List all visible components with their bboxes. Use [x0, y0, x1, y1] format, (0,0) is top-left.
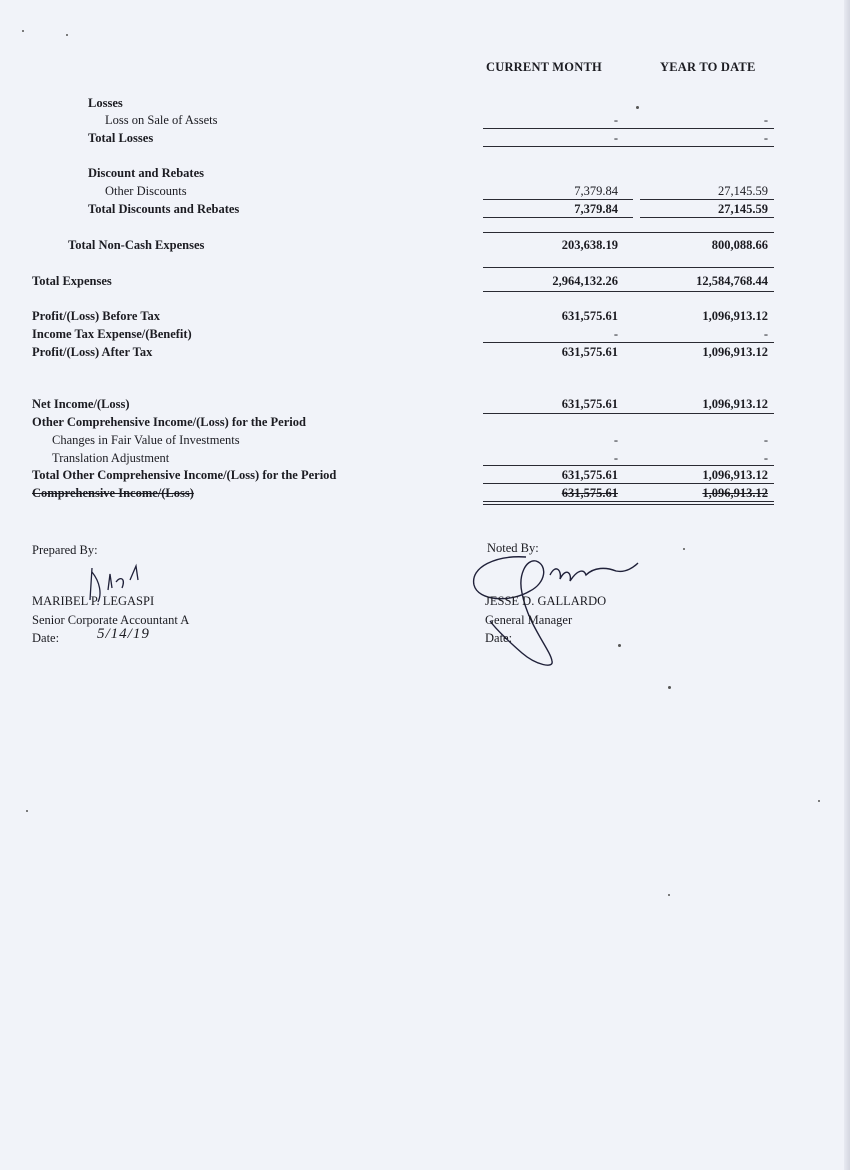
rule [483, 342, 774, 343]
rule [483, 146, 774, 147]
profit-before-tax-label: Profit/(Loss) Before Tax [32, 309, 161, 323]
prepared-date-value: 5/14/19 [97, 626, 150, 642]
rule [483, 217, 633, 218]
fair-value-cm: - [613, 433, 618, 447]
scan-speck [818, 800, 820, 802]
profit-after-tax-label: Profit/(Loss) After Tax [32, 345, 153, 359]
net-income-ytd: 1,096,913.12 [702, 397, 768, 411]
prepared-date-label: Date: [32, 631, 60, 645]
scan-speck [683, 548, 685, 550]
rule [483, 504, 774, 505]
translation-cm: - [613, 451, 618, 465]
rule [483, 413, 774, 414]
total-oci-ytd: 1,096,913.12 [702, 468, 768, 482]
rule [483, 199, 633, 200]
total-expenses-label: Total Expenses [32, 274, 112, 288]
rule [483, 291, 774, 292]
noted-name: JESSE D. GALLARDO [485, 594, 607, 608]
comprehensive-income-ytd: 1,096,913.12 [702, 486, 768, 500]
oci-header: Other Comprehensive Income/(Loss) for the Period [32, 415, 306, 429]
total-losses-cm: - [613, 131, 618, 145]
scan-speck [26, 810, 28, 812]
loss-on-sale-cm: - [613, 113, 618, 127]
prepared-name: MARIBEL P. LEGASPI [32, 594, 155, 608]
rule [483, 128, 774, 129]
total-non-cash-cm: 203,638.19 [561, 238, 618, 252]
other-discounts-ytd: 27,145.59 [718, 184, 768, 198]
other-discounts-cm: 7,379.84 [574, 184, 618, 198]
rule [483, 232, 774, 233]
scan-speck [22, 30, 24, 32]
total-non-cash-label: Total Non-Cash Expenses [68, 238, 205, 252]
rule [483, 501, 774, 502]
comprehensive-income-cm: 631,575.61 [561, 486, 618, 500]
scan-speck [668, 894, 670, 896]
rule [640, 199, 774, 200]
loss-on-sale-label: Loss on Sale of Assets [105, 113, 218, 127]
profit-after-tax-ytd: 1,096,913.12 [702, 345, 768, 359]
scan-speck [668, 686, 671, 689]
prepared-by-heading: Prepared By: [32, 543, 98, 557]
total-oci-cm: 631,575.61 [561, 468, 618, 482]
rule [483, 465, 774, 466]
total-discounts-ytd: 27,145.59 [718, 202, 768, 216]
prepared-title: Senior Corporate Accountant A [32, 613, 190, 627]
discounts-header: Discount and Rebates [88, 166, 204, 180]
comprehensive-income-label: Comprehensive Income/(Loss) [32, 486, 194, 500]
total-discounts-label: Total Discounts and Rebates [88, 202, 240, 216]
losses-header: Losses [88, 96, 123, 110]
noted-by-heading: Noted By: [487, 541, 539, 555]
net-income-label: Net Income/(Loss) [32, 397, 130, 411]
total-expenses-ytd: 12,584,768.44 [696, 274, 768, 288]
year-to-date-header: YEAR TO DATE [660, 60, 756, 74]
profit-before-tax-cm: 631,575.61 [561, 309, 618, 323]
rule [640, 217, 774, 218]
loss-on-sale-ytd: - [763, 113, 768, 127]
total-expenses-cm: 2,964,132.26 [552, 274, 618, 288]
rule [483, 267, 774, 268]
translation-label: Translation Adjustment [52, 451, 170, 465]
total-non-cash-ytd: 800,088.66 [711, 238, 768, 252]
noted-title: General Manager [485, 613, 573, 627]
total-oci-label: Total Other Comprehensive Income/(Loss) for the Period [32, 468, 337, 482]
fair-value-label: Changes in Fair Value of Investments [52, 433, 240, 447]
noted-date-label: Date: [485, 631, 513, 645]
income-tax-cm: - [613, 327, 618, 341]
scan-speck [636, 106, 639, 109]
fair-value-ytd: - [763, 433, 768, 447]
profit-before-tax-ytd: 1,096,913.12 [702, 309, 768, 323]
profit-after-tax-cm: 631,575.61 [561, 345, 618, 359]
rule [483, 483, 774, 484]
scan-speck [66, 34, 68, 36]
total-losses-ytd: - [763, 131, 768, 145]
current-month-header: CURRENT MONTH [486, 60, 602, 74]
translation-ytd: - [763, 451, 768, 465]
scan-speck [618, 644, 621, 647]
page-edge [844, 0, 850, 1170]
income-tax-label: Income Tax Expense/(Benefit) [32, 327, 192, 341]
income-tax-ytd: - [763, 327, 768, 341]
total-losses-label: Total Losses [88, 131, 154, 145]
other-discounts-label: Other Discounts [105, 184, 187, 198]
total-discounts-cm: 7,379.84 [574, 202, 618, 216]
net-income-cm: 631,575.61 [561, 397, 618, 411]
